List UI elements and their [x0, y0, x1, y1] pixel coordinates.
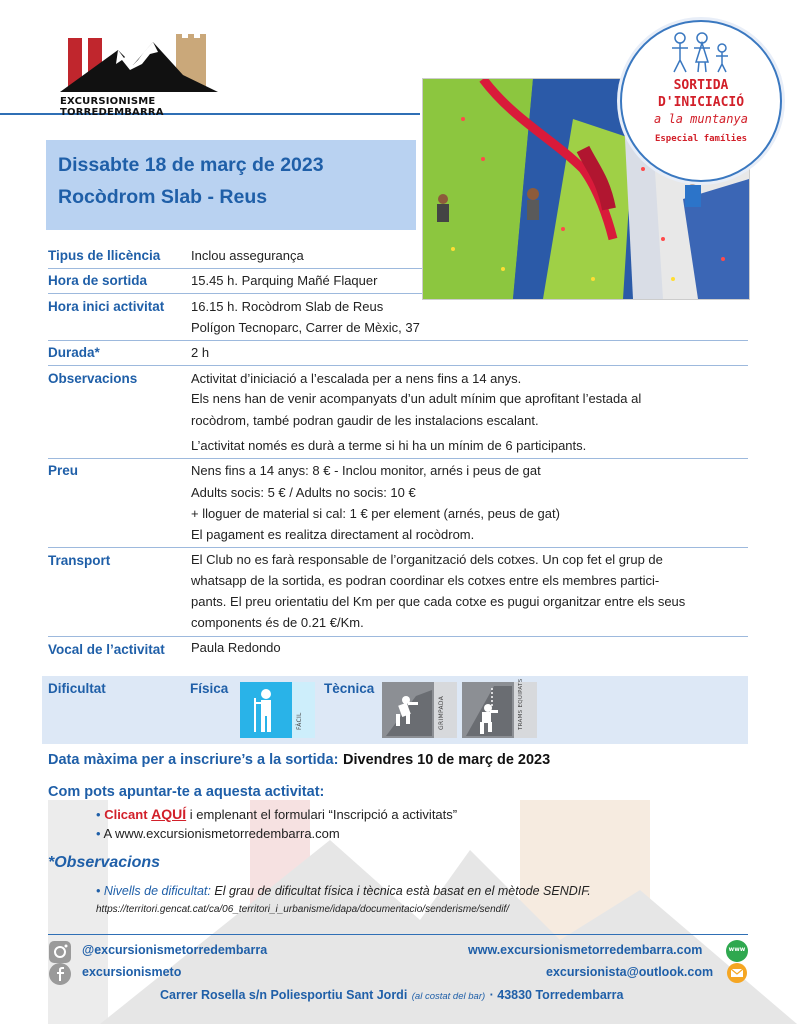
- email-link[interactable]: excursionista@outlook.com: [546, 965, 714, 979]
- observations-line-3: rocòdrom, també podran gaudir de les instalacions escalant.: [191, 413, 539, 428]
- license-value: Inclou assegurança: [191, 248, 304, 263]
- signup-item-2: • A www.excursionismetorredembarra.com: [96, 826, 340, 841]
- row-divider: [48, 547, 748, 548]
- instagram-icon: [48, 940, 72, 964]
- start-time-address: Polígon Tecnoparc, Carrer de Mèxic, 37: [191, 320, 420, 335]
- difficulty-panel: [42, 676, 748, 744]
- email-icon: [726, 962, 748, 984]
- via-ferrata-icon: [466, 686, 512, 736]
- footer-rule: [48, 934, 748, 935]
- transport-line-1: El Club no es farà responsable de l’organització dels cotxes. Un cop fet el grup de: [191, 552, 663, 567]
- observations-line-2: Els nens han de venir acompanyats d’un adult mínim que aprofitant l’estada al: [191, 391, 642, 406]
- technical-level-card-2: [462, 678, 537, 738]
- club-name: EXCURSIONISME TORREDEMBARRA: [60, 96, 164, 118]
- title-box: [46, 140, 416, 230]
- difficulty-note: • Nivells de dificultat: El grau de dificultat física i tècnica està basat en el mètode SENDIF.: [96, 884, 591, 898]
- physical-label: Física: [190, 681, 229, 696]
- observations-heading: *Observacions: [48, 854, 161, 871]
- start-time-label: Hora inici activitat: [48, 299, 165, 314]
- sendif-link[interactable]: https://territori.gencat.cat/ca/06_territori_i_urbanisme/idapa/documentacio/senderisme/sendif/: [96, 904, 509, 915]
- website-link[interactable]: www.excursionismetorredembarra.com: [468, 943, 703, 957]
- hiker-icon: [248, 688, 284, 734]
- technical-level-card-1: [382, 682, 457, 738]
- technical-level-text-1: GRIMPADA: [438, 695, 445, 730]
- row-divider: [48, 340, 748, 341]
- row-divider: [48, 365, 748, 366]
- difficulty-note-label: Nivells de dificultat:: [103, 884, 211, 898]
- price-line-1: Nens fins a 14 anys: 8 € - Inclou monitor, arnés i peus de gat: [191, 463, 541, 478]
- technical-label: Tècnica: [324, 681, 375, 696]
- deadline-row: [48, 752, 550, 768]
- difficulty-note-text: El grau de dificultat física i tècnica està basat en el mètode SENDIF.: [214, 884, 591, 898]
- address-end: · 43830 Torredembarra: [489, 988, 624, 1002]
- deadline-value: Divendres 10 de març de 2023: [343, 752, 551, 768]
- family-icon: [668, 30, 734, 74]
- badge-line-4: Especial famílies: [654, 134, 748, 144]
- observations-line-1: Activitat d’iniciació a l’escalada per a nens fins a 14 anys.: [191, 371, 522, 386]
- address-text: Carrer Rosella s/n Poliesportiu Sant Jordi: [160, 988, 408, 1002]
- badge-line-3: a la muntanya: [654, 112, 748, 126]
- signup-item-1-text: i emplenant el formulari “Inscripció a activitats”: [189, 807, 458, 822]
- facebook-icon: [48, 962, 72, 986]
- event-date: Dissabte 18 de març de 2023: [58, 154, 324, 176]
- badge-line-1: SORTIDA: [673, 78, 729, 93]
- deadline-label: Data màxima per a inscriure’s a la sortida:: [48, 752, 339, 768]
- signup-item-1: • Clicant AQUÍ i emplenant el formulari “Inscripció a activitats”: [96, 806, 458, 822]
- transport-line-4: components és de 0.21 €/Km.: [191, 615, 364, 630]
- scramble-icon: [386, 686, 432, 736]
- organizer-value: Paula Redondo: [191, 640, 281, 655]
- start-time-value: 16.15 h. Rocòdrom Slab de Reus: [191, 299, 384, 314]
- address-row: [160, 986, 623, 1004]
- transport-line-2: whatsapp de la sortida, es podran coordinar els cotxes entre els membres partici-: [191, 573, 660, 588]
- www-icon: [726, 940, 748, 962]
- observations-label: Observacions: [48, 371, 138, 386]
- duration-label: Durada*: [48, 345, 100, 360]
- technical-level-text-2: TRAMS EQUIPATS: [518, 678, 524, 730]
- signup-here-link[interactable]: AQUÍ: [151, 806, 187, 822]
- departure-label: Hora de sortida: [48, 273, 148, 288]
- transport-line-3: pants. El preu orientatiu del Km per que cada cotxe es pugui organitzar entre els seus: [191, 594, 686, 609]
- instagram-handle[interactable]: @excursionismetorredembarra: [82, 943, 268, 957]
- facebook-handle[interactable]: excursionismeto: [82, 965, 182, 979]
- price-line-4: El pagament es realitza directament al rocòdrom.: [191, 527, 475, 542]
- duration-value: 2 h: [191, 345, 210, 360]
- event-place: Rocòdrom Slab - Reus: [58, 186, 268, 208]
- departure-value: 15.45 h. Parquing Mañé Flaquer: [191, 273, 378, 288]
- difficulty-label: Dificultat: [48, 681, 106, 696]
- address-note: (al costat del bar): [411, 991, 486, 1002]
- badge-line-2: D'INICIACIÓ: [657, 95, 745, 110]
- row-divider: [48, 636, 748, 637]
- observations-line-4: L’activitat només es durà a terme si hi ha un mínim de 6 participants.: [191, 438, 587, 453]
- beginner-outing-badge: [620, 20, 782, 182]
- price-line-2: Adults socis: 5 € / Adults no socis: 10 €: [191, 485, 416, 500]
- physical-level-card: [240, 682, 315, 738]
- signup-click-prefix: Clicant: [104, 807, 148, 822]
- price-label: Preu: [48, 463, 79, 478]
- signup-item-2-text: A www.excursionismetorredembarra.com: [103, 826, 340, 841]
- price-line-3: + lloguer de material si cal: 1 € per element (arnés, peus de gat): [191, 506, 560, 521]
- row-divider: [48, 458, 748, 459]
- www-icon-label: www: [728, 946, 746, 953]
- signup-heading: Com pots apuntar-te a aquesta activitat:: [48, 784, 325, 800]
- license-label: Tipus de llicència: [48, 248, 161, 263]
- physical-level-text: FÀCIL: [296, 712, 303, 730]
- organizer-label: Vocal de l’activitat: [48, 642, 165, 657]
- transport-label: Transport: [48, 553, 111, 568]
